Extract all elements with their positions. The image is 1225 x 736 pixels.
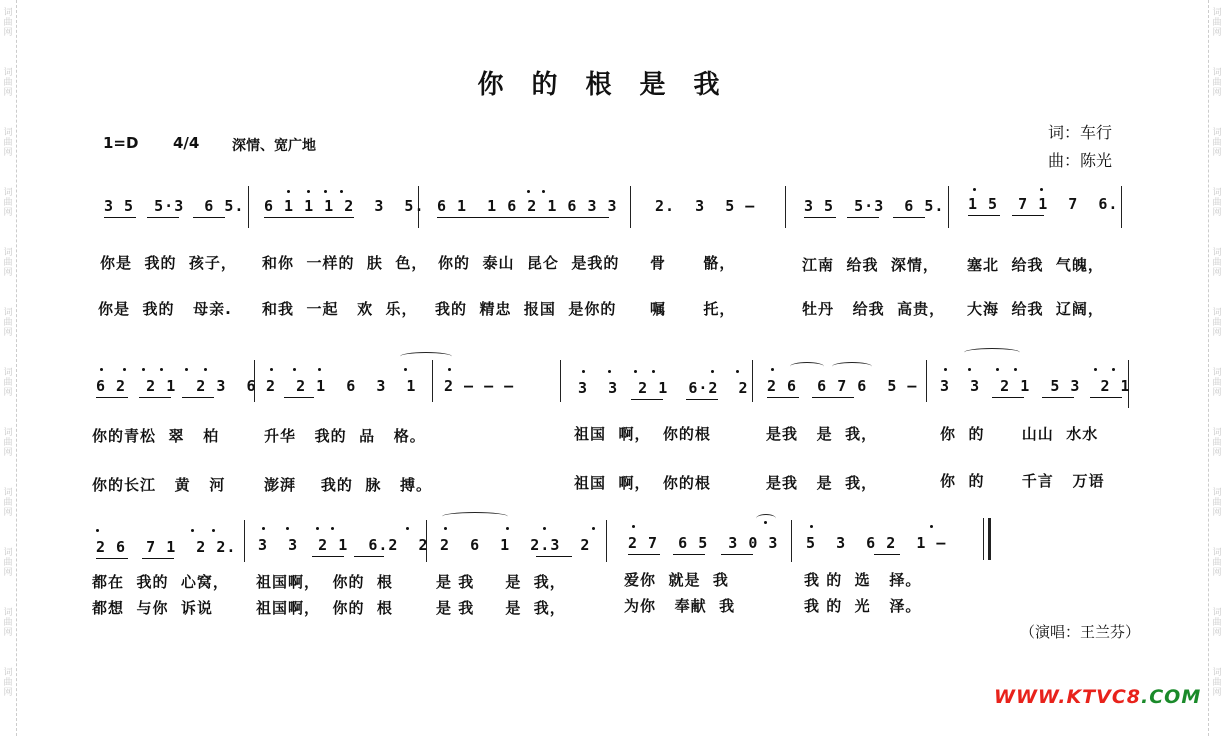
octave-dot bbox=[632, 525, 635, 528]
notes-measure: 3 5 5·3 6 5. bbox=[104, 197, 245, 215]
lyrics-verse-2: 是我 是 我， bbox=[766, 474, 878, 492]
octave-dot bbox=[1040, 188, 1043, 191]
composer: 曲：陈光 bbox=[1048, 151, 1113, 170]
beam bbox=[1090, 397, 1122, 398]
notes-measure: 6 1 1 1 2 3 5. bbox=[264, 197, 425, 215]
watermark-text: 词 曲 网 bbox=[3, 428, 13, 458]
lyrics-verse-1: 是我 是 我， bbox=[766, 425, 878, 443]
octave-dot bbox=[608, 370, 611, 373]
octave-dot bbox=[448, 368, 451, 371]
lyrics-verse-2: 我的 精忠 报国 是你的 bbox=[435, 300, 617, 318]
beam bbox=[628, 554, 660, 555]
barline bbox=[244, 520, 245, 562]
beam bbox=[686, 399, 718, 400]
lyrics-verse-1: 你的 泰山 昆仑 是我的 bbox=[438, 254, 620, 272]
watermark-text: 词 曲 网 bbox=[3, 548, 13, 578]
octave-dot bbox=[287, 190, 290, 193]
octave-dot bbox=[185, 368, 188, 371]
watermark-text: 词 曲 网 bbox=[1212, 488, 1222, 518]
octave-dot bbox=[286, 527, 289, 530]
barline bbox=[791, 520, 792, 562]
notes-measure: 2 — — — bbox=[444, 377, 515, 395]
notes-measure: 1 5 7 1 7 6. bbox=[968, 195, 1119, 213]
lyrics-verse-2: 都想 与你 诉说 bbox=[92, 599, 213, 617]
beam bbox=[767, 397, 799, 398]
lyrics-verse-2: 祖国啊， 你的 根 bbox=[256, 599, 393, 617]
barline bbox=[926, 360, 927, 402]
notes-measure: 6 2 2 1 2 3 6 bbox=[96, 377, 257, 395]
lyricist: 词：车行 bbox=[1048, 123, 1113, 142]
beam bbox=[147, 217, 179, 218]
watermark-text: 词 曲 网 bbox=[1212, 428, 1222, 458]
octave-dot bbox=[996, 368, 999, 371]
octave-dot bbox=[944, 368, 947, 371]
barline bbox=[560, 360, 561, 402]
octave-dot bbox=[123, 368, 126, 371]
slur bbox=[790, 362, 824, 371]
beam bbox=[312, 556, 344, 557]
notes-measure: 3 3 2 1 5 3 2 1 bbox=[940, 377, 1131, 395]
octave-dot bbox=[771, 368, 774, 371]
octave-dot bbox=[191, 529, 194, 532]
octave-dot bbox=[340, 190, 343, 193]
beam bbox=[812, 397, 854, 398]
octave-dot bbox=[973, 188, 976, 191]
lyrics-verse-1: 江南 给我 深情， bbox=[802, 256, 939, 274]
key-signature: 1=D bbox=[103, 134, 139, 152]
watermark-text: 词 曲 网 bbox=[1212, 8, 1222, 38]
octave-dot bbox=[930, 525, 933, 528]
watermark-text: 词 曲 网 bbox=[3, 128, 13, 158]
beam bbox=[536, 556, 572, 557]
barline bbox=[1121, 186, 1122, 228]
final-barline bbox=[988, 518, 991, 560]
barline bbox=[752, 360, 753, 402]
beam bbox=[804, 217, 836, 218]
octave-dot bbox=[270, 368, 273, 371]
beam bbox=[673, 554, 705, 555]
octave-dot bbox=[318, 368, 321, 371]
beam bbox=[182, 397, 214, 398]
lyrics-verse-1: 祖国 啊， 你的根 bbox=[574, 425, 711, 443]
notes-measure: 3 3 2 1 6·2 2 bbox=[578, 379, 749, 397]
watermark-text: 词 曲 网 bbox=[3, 68, 13, 98]
lyrics-verse-2: 是 我 是 我， bbox=[436, 599, 566, 617]
beam bbox=[354, 556, 384, 557]
lyrics-verse-1: 骨 骼， bbox=[650, 254, 736, 272]
beam bbox=[968, 215, 1000, 216]
octave-dot bbox=[1014, 368, 1017, 371]
singer-credit: （演唱：王兰芬） bbox=[1020, 623, 1141, 641]
beam bbox=[721, 554, 753, 555]
octave-dot bbox=[1094, 368, 1097, 371]
lyrics-verse-1: 和你 一样的 肤 色， bbox=[262, 254, 428, 272]
notes-measure: 2 6 1 2.3 2 bbox=[440, 536, 591, 554]
beam bbox=[631, 399, 663, 400]
notes-measure: 2. 3 5 — bbox=[655, 197, 756, 215]
notes-measure: 2 6 6 7 6 5 — bbox=[767, 377, 918, 395]
octave-dot bbox=[634, 370, 637, 373]
watermark-text: 词 曲 网 bbox=[3, 248, 13, 278]
octave-dot bbox=[506, 527, 509, 530]
barline bbox=[432, 360, 433, 402]
beam bbox=[142, 558, 174, 559]
notes-measure: 3 3 2 1 6.2 2 bbox=[258, 536, 429, 554]
octave-dot bbox=[968, 368, 971, 371]
barline bbox=[785, 186, 786, 228]
beam bbox=[104, 217, 136, 218]
watermark-text: 词 曲 网 bbox=[3, 8, 13, 38]
beam bbox=[96, 558, 128, 559]
octave-dot bbox=[592, 527, 595, 530]
octave-dot bbox=[204, 368, 207, 371]
octave-dot bbox=[542, 190, 545, 193]
lyrics-verse-1: 我 的 选 择。 bbox=[804, 571, 922, 589]
lyrics-verse-1: 升华 我的 品 格。 bbox=[264, 427, 426, 445]
octave-dot bbox=[736, 370, 739, 373]
octave-dot bbox=[160, 368, 163, 371]
lyrics-verse-2: 你的长江 黄 河 bbox=[92, 476, 226, 494]
octave-dot bbox=[307, 190, 310, 193]
beam bbox=[284, 397, 314, 398]
lyrics-verse-2: 你 的 千言 万语 bbox=[940, 472, 1105, 490]
lyrics-verse-2: 祖国 啊， 你的根 bbox=[574, 474, 711, 492]
beam bbox=[874, 554, 900, 555]
barline bbox=[983, 518, 984, 560]
time-signature: 4/4 bbox=[173, 134, 200, 152]
lyrics-verse-1: 是 我 是 我， bbox=[436, 573, 566, 591]
octave-dot bbox=[404, 368, 407, 371]
octave-dot bbox=[316, 527, 319, 530]
beam bbox=[1012, 215, 1044, 216]
beam bbox=[139, 397, 171, 398]
right-watermark-strip bbox=[1208, 0, 1225, 736]
lyrics-verse-1: 你 的 山山 水水 bbox=[940, 425, 1099, 443]
beam bbox=[847, 217, 879, 218]
watermark-text: 词 曲 网 bbox=[1212, 188, 1222, 218]
song-title: 你的根是我 bbox=[477, 70, 748, 100]
fermata bbox=[756, 514, 776, 523]
tempo-marking: 深情、宽广地 bbox=[232, 138, 316, 154]
lyrics-verse-2: 大海 给我 辽阔， bbox=[967, 300, 1104, 318]
beam bbox=[264, 217, 354, 218]
slur bbox=[832, 362, 872, 371]
octave-dot bbox=[527, 190, 530, 193]
octave-dot bbox=[262, 527, 265, 530]
octave-dot bbox=[293, 368, 296, 371]
beam bbox=[992, 397, 1024, 398]
octave-dot bbox=[1112, 368, 1115, 371]
watermark-text: 词 曲 网 bbox=[1212, 248, 1222, 278]
tie bbox=[400, 352, 452, 361]
octave-dot bbox=[100, 368, 103, 371]
watermark-text: 词 曲 网 bbox=[3, 668, 13, 698]
barline bbox=[248, 186, 249, 228]
watermark-text: 词 曲 网 bbox=[3, 608, 13, 638]
slur bbox=[442, 512, 508, 521]
octave-dot bbox=[406, 527, 409, 530]
lyrics-verse-1: 你的青松 翠 柏 bbox=[92, 427, 220, 445]
notes-measure: 2 7 6 5 3 0 3 bbox=[628, 534, 779, 552]
site-brand: KTVC8 bbox=[1066, 686, 1142, 708]
watermark-text: 词 曲 网 bbox=[1212, 368, 1222, 398]
notes-measure: 6 1 1 6 2 1 6 3 3 bbox=[437, 197, 618, 215]
left-watermark-strip bbox=[0, 0, 17, 736]
watermark-text: 词 曲 网 bbox=[3, 308, 13, 338]
octave-dot bbox=[142, 368, 145, 371]
notes-measure: 2 2 1 6 3 1 bbox=[266, 377, 417, 395]
beam bbox=[1042, 397, 1074, 398]
octave-dot bbox=[711, 370, 714, 373]
beam bbox=[437, 217, 609, 218]
lyrics-verse-1: 你是 我的 孩子， bbox=[100, 254, 237, 272]
watermark-text: 词 曲 网 bbox=[1212, 668, 1222, 698]
watermark-text: 词 曲 网 bbox=[1212, 548, 1222, 578]
barline bbox=[948, 186, 949, 228]
lyrics-verse-2: 澎湃 我的 脉 搏。 bbox=[264, 476, 433, 494]
watermark-text: 词 曲 网 bbox=[1212, 308, 1222, 338]
watermark-text: 词 曲 网 bbox=[1212, 68, 1222, 98]
watermark-text: 词 曲 网 bbox=[3, 188, 13, 218]
slur bbox=[964, 348, 1020, 357]
octave-dot bbox=[96, 529, 99, 532]
octave-dot bbox=[543, 527, 546, 530]
watermark-text: 词 曲 网 bbox=[3, 488, 13, 518]
lyrics-verse-1: 祖国啊， 你的 根 bbox=[256, 573, 393, 591]
lyrics-verse-2: 嘱 托， bbox=[650, 300, 736, 318]
beam bbox=[193, 217, 225, 218]
lyrics-verse-2: 你是 我的 母亲. bbox=[98, 300, 232, 318]
site-watermark bbox=[994, 686, 1201, 708]
octave-dot bbox=[212, 529, 215, 532]
notes-measure: 5 3 6 2 1 — bbox=[806, 534, 947, 552]
site-prefix: WWW. bbox=[994, 686, 1067, 708]
watermark-text: 词 曲 网 bbox=[1212, 608, 1222, 638]
octave-dot bbox=[652, 370, 655, 373]
octave-dot bbox=[810, 525, 813, 528]
octave-dot bbox=[444, 527, 447, 530]
watermark-text: 词 曲 网 bbox=[1212, 128, 1222, 158]
lyrics-verse-2: 我 的 光 泽。 bbox=[804, 597, 922, 615]
lyrics-verse-2: 为你 奉献 我 bbox=[624, 597, 736, 615]
octave-dot bbox=[324, 190, 327, 193]
notes-measure: 2 6 7 1 2 2. bbox=[96, 538, 237, 556]
lyrics-verse-1: 塞北 给我 气魄， bbox=[967, 256, 1104, 274]
lyrics-verse-1: 都在 我的 心窝， bbox=[92, 573, 229, 591]
lyrics-verse-2: 牡丹 给我 高贵， bbox=[802, 300, 946, 318]
octave-dot bbox=[582, 370, 585, 373]
barline bbox=[630, 186, 631, 228]
watermark-text: 词 曲 网 bbox=[3, 368, 13, 398]
site-suffix: .COM bbox=[1141, 686, 1202, 708]
beam bbox=[96, 397, 128, 398]
notes-measure: 3 5 5·3 6 5. bbox=[804, 197, 945, 215]
beam bbox=[893, 217, 925, 218]
lyrics-verse-2: 和我 一起 欢 乐， bbox=[262, 300, 418, 318]
octave-dot bbox=[331, 527, 334, 530]
lyrics-verse-1: 爱你 就是 我 bbox=[624, 571, 729, 589]
barline bbox=[606, 520, 607, 562]
